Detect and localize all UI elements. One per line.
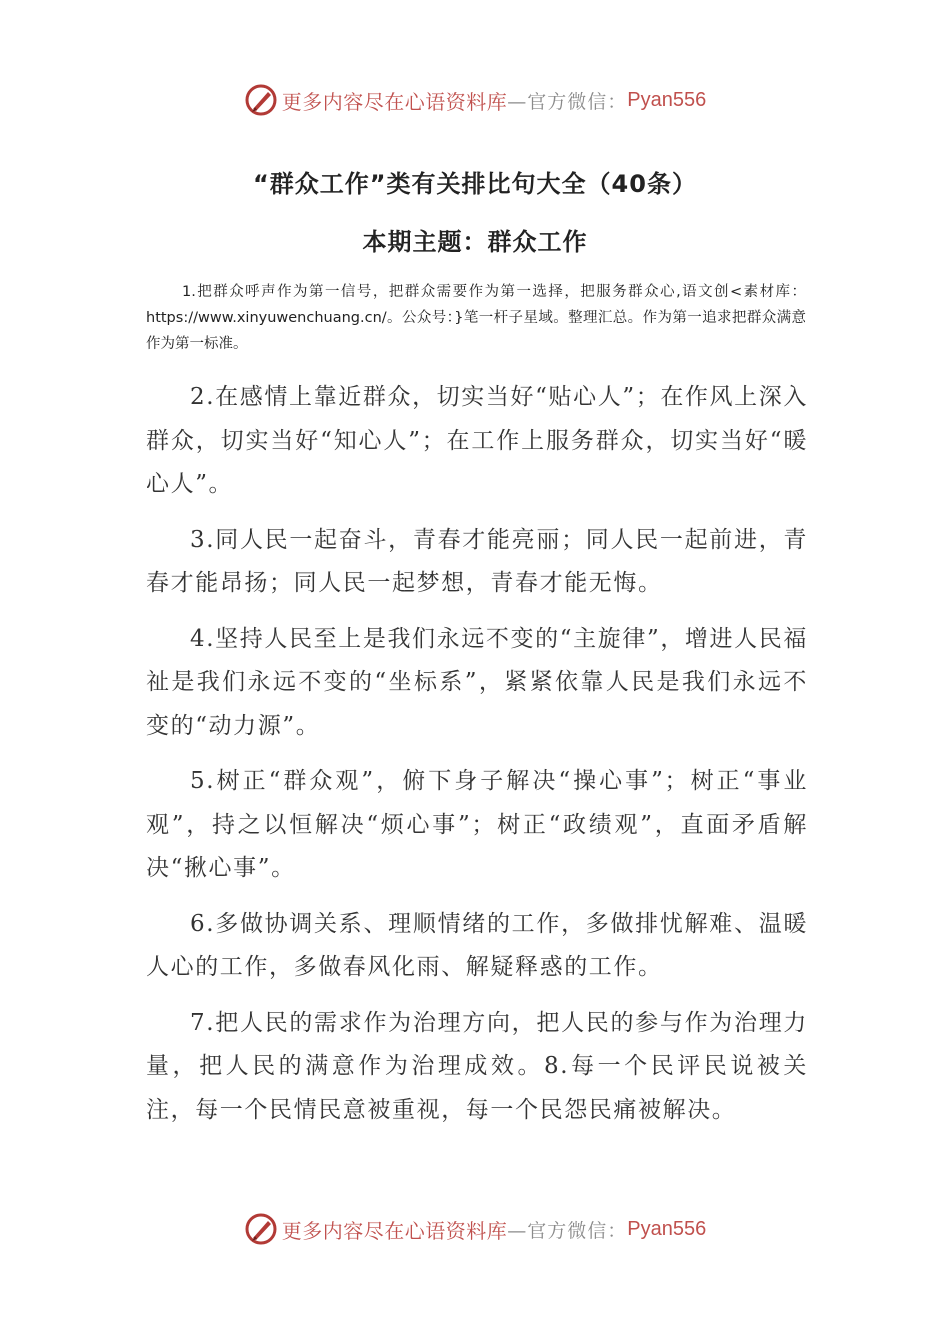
watermark-wechat-label: —官方微信： xyxy=(507,90,628,113)
watermark-wechat-label: —官方微信： xyxy=(507,1219,628,1242)
watermark-text: 更多内容尽在心语资料库 xyxy=(281,89,508,114)
watermark-text: 更多内容尽在心语资料库 xyxy=(281,1218,508,1243)
document-body xyxy=(146,376,808,1144)
paragraph-4: 4.坚持人民至上是我们永远不变的“主旋律”，增进人民福祉是我们永远不变的“坐标系”，紧紧依靠人民是我们永远不变的“动力源”。 xyxy=(146,625,808,739)
paragraph-5: 5.树正“群众观”，俯下身子解决“操心事”；树正“事业观”，持之以恒解决“烦心事”；树正“政绩观”，直面矛盾解决“揪心事”。 xyxy=(146,768,808,881)
paragraph-6: 6.多做协调关系、理顺情绪的工作，多做排忧解难、温暖人心的工作，多做春风化雨、解疑释惑的工作。 xyxy=(146,910,808,980)
pen-logo-icon xyxy=(244,83,278,117)
watermark-wechat-id: Pyan556 xyxy=(627,1217,707,1240)
watermark-banner-top xyxy=(0,80,950,120)
paragraph-7: 7.把人民的需求作为治理方向，把人民的参与作为治理力量，把人民的满意作为治理成效。8.每一个民评民说被关注，每一个民情民意被重视，每一个民怨民痛被解决。 xyxy=(146,1009,808,1123)
document-title: “群众工作”类有关排比句大全（40条） xyxy=(253,170,697,198)
document-subtitle: 本期主题：群众工作 xyxy=(362,228,588,256)
paragraph-2: 2.在感情上靠近群众，切实当好“贴心人”；在作风上深入群众，切实当好“知心人”；在工作上服务群众，切实当好“暖心人”。 xyxy=(146,384,808,497)
paragraph-3: 3.同人民一起奋斗，青春才能亮丽；同人民一起前进，青春才能昂扬；同人民一起梦想，青春才能无悔。 xyxy=(146,526,808,596)
watermark-banner-bottom xyxy=(0,1209,950,1249)
paragraph-1: 1.把群众呼声作为第一信号，把群众需要作为第一选择，把服务群众心,语文创<素材库：https://www.xinyuwenchuang.cn/。公众号：}笔一杆子星域。整理汇总。作为第一追求把群众满意作为第一标准。 xyxy=(146,284,806,352)
watermark-wechat-id: Pyan556 xyxy=(627,88,707,111)
pen-logo-icon xyxy=(244,1212,278,1246)
